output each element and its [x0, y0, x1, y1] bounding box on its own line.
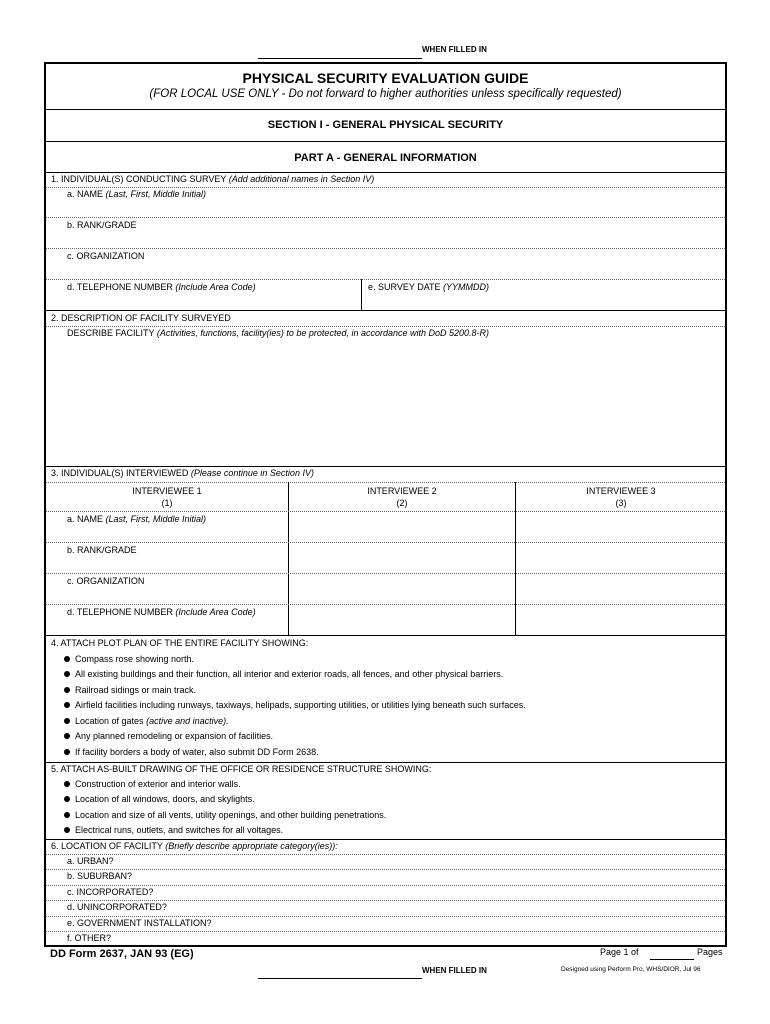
item6-unincorporated-field[interactable]: d. UNINCORPORATED? — [67, 902, 167, 912]
page-of-label: Page 1 of — [600, 947, 639, 957]
item5-bullet: Electrical runs, outlets, and switches for all voltages. — [64, 825, 283, 835]
item4-bullet: Location of gates (active and inactive). — [64, 716, 229, 726]
item6-incorporated-field[interactable]: c. INCORPORATED? — [67, 887, 154, 897]
item3-rank-label: b. RANK/GRADE — [67, 545, 137, 555]
item6-other-field[interactable]: f. OTHER? — [67, 933, 112, 943]
item2-describe-field[interactable]: DESCRIBE FACILITY (Activities, functions, facility(ies) to be protected, in accordance with DoD 5200.8-R) — [67, 328, 490, 338]
form-title: PHYSICAL SECURITY EVALUATION GUIDE — [242, 70, 529, 86]
item4-label: 4. ATTACH PLOT PLAN OF THE ENTIRE FACILITY SHOWING: — [51, 638, 309, 648]
item5-bullet: Construction of exterior and interior walls. — [64, 779, 241, 789]
item1-label: 1. INDIVIDUAL(S) CONDUCTING SURVEY (Add additional names in Section IV) — [51, 174, 375, 184]
form-header — [46, 64, 725, 110]
designed-credit: Designed using Perform Pro, WHS/DIOR, Jul 96 — [561, 966, 701, 973]
top-classification-line — [258, 58, 422, 59]
interviewee-2-name-field[interactable] — [516, 512, 726, 542]
interviewee-1-header: INTERVIEWEE 1 (1) — [132, 486, 202, 508]
item5-label: 5. ATTACH AS-BUILT DRAWING OF THE OFFICE OR RESIDENCE STRUCTURE SHOWING: — [51, 764, 432, 774]
item3-org-label: c. ORGANIZATION — [67, 576, 145, 586]
item6-urban-field[interactable]: a. URBAN? — [67, 856, 114, 866]
item2-label: 2. DESCRIPTION OF FACILITY SURVEYED — [51, 313, 231, 323]
bottom-classification-line — [258, 978, 422, 979]
bottom-when-filled-in: WHEN FILLED IN — [422, 966, 487, 975]
form-subtitle: (FOR LOCAL USE ONLY - Do not forward to higher authorities unless specifically requested) — [149, 88, 622, 100]
item4-bullet: All existing buildings and their function, all interior and exterior roads, all fences, and other physical barriers. — [64, 669, 503, 679]
item5-bullet: Location of all windows, doors, and skylights. — [64, 794, 255, 804]
interviewee-1-name-field[interactable] — [289, 512, 514, 542]
total-pages-field[interactable] — [650, 959, 694, 960]
item1-date-field[interactable]: e. SURVEY DATE (YYMMDD) — [368, 282, 490, 292]
item1-org-field[interactable]: c. ORGANIZATION — [67, 251, 145, 261]
item1-name-field[interactable]: a. NAME (Last, First, Middle Initial) — [67, 189, 207, 199]
item3-name-label: a. NAME (Last, First, Middle Initial) — [67, 514, 207, 524]
item1-phone-field[interactable]: d. TELEPHONE NUMBER (Include Area Code) — [67, 282, 256, 292]
interviewee-3-header: INTERVIEWEE 3 (3) — [586, 486, 656, 508]
item4-bullet: Any planned remodeling or expansion of facilities. — [64, 731, 273, 741]
form-identifier: DD Form 2637, JAN 93 (EG) — [50, 948, 194, 960]
pages-label: Pages — [697, 947, 723, 957]
item6-label: 6. LOCATION OF FACILITY (Briefly describe appropriate category(ies)): — [51, 841, 338, 851]
section-title: SECTION I - GENERAL PHYSICAL SECURITY — [46, 110, 725, 142]
item3-phone-label: d. TELEPHONE NUMBER (Include Area Code) — [67, 607, 256, 617]
part-title: PART A - GENERAL INFORMATION — [46, 142, 725, 173]
top-when-filled-in: WHEN FILLED IN — [422, 45, 487, 54]
item5-bullet: Location and size of all vents, utility openings, and other building penetrations. — [64, 810, 386, 820]
item4-bullet: If facility borders a body of water, also submit DD Form 2638. — [64, 747, 319, 757]
form-body — [44, 62, 727, 947]
item3-label: 3. INDIVIDUAL(S) INTERVIEWED (Please continue in Section IV) — [51, 468, 314, 478]
item6-suburban-field[interactable]: b. SUBURBAN? — [67, 871, 133, 881]
item1-rank-field[interactable]: b. RANK/GRADE — [67, 220, 137, 230]
interviewee-2-header: INTERVIEWEE 2 (2) — [367, 486, 437, 508]
item4-bullet: Railroad sidings or main track. — [64, 685, 196, 695]
item6-government-installation-field[interactable]: e. GOVERNMENT INSTALLATION? — [67, 918, 212, 928]
item4-bullet: Airfield facilities including runways, taxiways, helipads, supporting utilities, or utilities lying beneath such surfaces. — [64, 700, 526, 710]
item4-bullet: Compass rose showing north. — [64, 654, 194, 664]
